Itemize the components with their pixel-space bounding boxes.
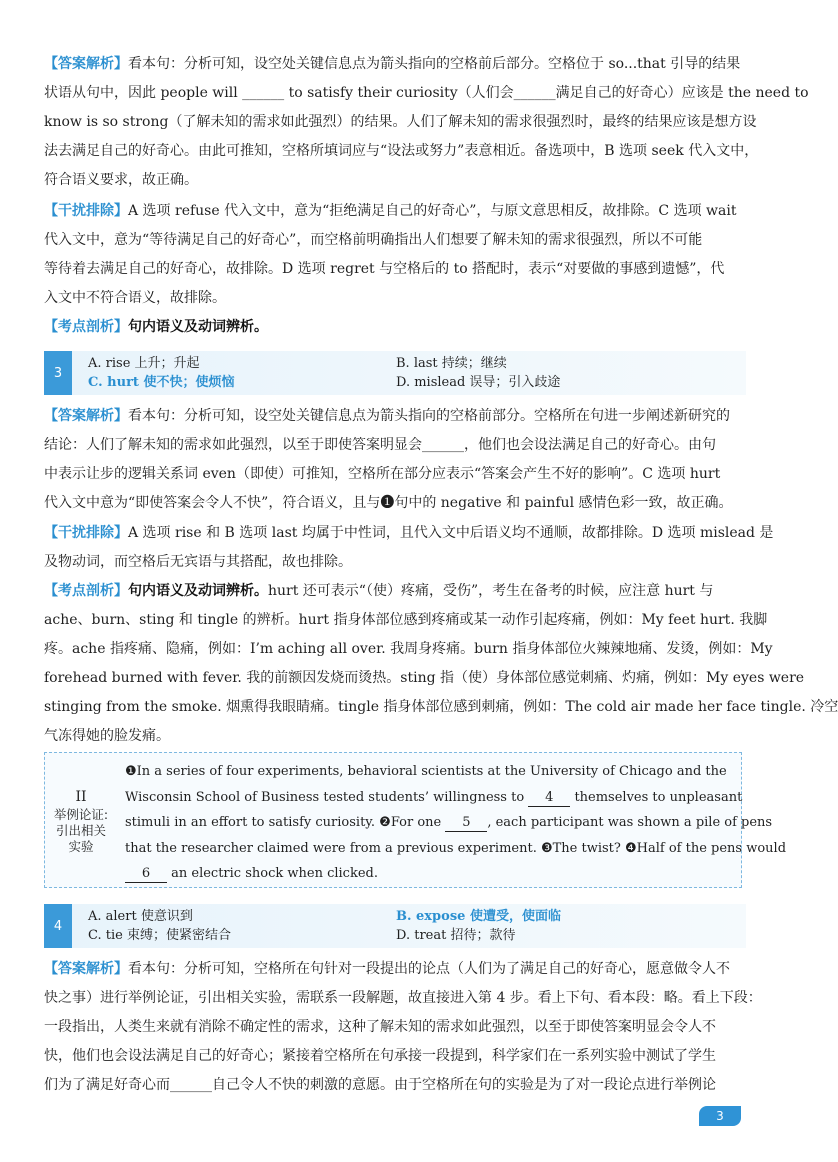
text-line: 看本句：分析可知，设空处关键信息点为箭头指向的空格前后部分。空格位于 so...that 引导的结果 [128,56,741,72]
label-line: 实验 [68,839,94,854]
text-line: 疼。ache 指疼痛、隐痛，例如：I’m aching all over. 我周身疼痛。burn 指身体部位火辣辣地痛、发烫，例如：My [44,641,773,657]
passage-segment: Wisconsin School of Business tested students’ willingness to [125,789,529,805]
text-line: 快，他们也会设法满足自己的好奇心；紧接着空格所在句承接一段提到，科学家们在一系列实验中测试了学生 [44,1048,716,1064]
passage-segment: , each participant was shown a pile of pens [487,815,773,830]
distractor-tag: 【干扰排除】 [44,203,128,219]
option-c: C. tie 束缚；使紧密结合 [88,928,231,943]
text-line: A 选项 rise 和 B 选项 last 均属于中性词，且代入文中后语义均不通顺，故都排除。D 选项 mislead 是 [128,525,774,541]
answer-analysis-q2 [44,50,809,195]
answer-analysis-q3 [44,402,756,518]
text-line: 入文中不符合语义，故排除。 [44,290,226,306]
option-a: A. alert 使意识到 [88,909,193,924]
passage-text [125,759,787,887]
option-b: B. last 持续；继续 [396,356,507,371]
option-a: A. rise 上升；升起 [88,356,200,371]
text-line: forehead burned with fever. 我的前额因发烧而烫热。sting 指（使）身体部位感觉刺痛、灼痛，例如：My eyes were [44,670,805,686]
text-line: A 选项 refuse 代入文中，意为“拒绝满足自己的好奇心”，与原文意思相反，故排除。C 选项 wait [128,203,737,219]
option-d: D. mislead 误导；引入歧途 [396,375,561,390]
text-line: 看本句：分析可知，设空处关键信息点为箭头指向的空格前部分。空格所在句进一步阐述新研究的 [128,408,730,424]
page-number: 3 [699,1106,741,1126]
section-roman-numeral: II [75,789,87,805]
blank-4: 4 [528,790,570,807]
label-line: 引出相关 [55,823,106,838]
text-line: know is so strong（了解未知的需求如此强烈）的结果。人们了解未知的需求很强烈时，最终的结果应该是想方设 [44,114,757,130]
answer-analysis-tag: 【答案解析】 [44,408,128,424]
text-line: 结论：人们了解未知的需求如此强烈，以至于即使答案明显会______，他们也会设法满足自己的好奇心。由句 [44,437,716,453]
text-line: 中表示让步的逻辑关系词 even（即使）可推知，空格所在部分应表示“答案会产生不好的影响”。C 选项 hurt [44,466,721,482]
text-line: 法去满足自己的好奇心。由此可推知，空格所填词应与“设法或努力”表意相近。备选项中，B 选项 seek 代入文中， [44,143,759,159]
answer-analysis-tag: 【答案解析】 [44,961,128,977]
key-point-text: 句内语义及动词辨析。 [128,583,268,599]
blank-6: 6 [125,866,167,883]
text-line: 气冻得她的脸发痛。 [44,728,170,744]
key-point-tag: 【考点剖析】 [44,583,128,599]
passage-line: that the researcher claimed were from a previous experiment. ❸The twist? ❹Half of the pens would [125,840,787,856]
text-line: 及物动词，而空格后无宾语与其搭配，故也排除。 [44,554,352,570]
text-line: 代入文中意为“即使答案会令人不快”，符合语义，且与❶句中的 negative 和 painful 感情色彩一致，故正确。 [44,495,733,511]
text-line: 一段指出，人类生来就有消除不确定性的需求，这种了解未知的需求如此强烈，以至于即使答案明显会令人不 [44,1019,716,1035]
text-line: 快之事）进行举例论证，引出相关实验，需联系一段解题，故直接进入第 4 步。看上下句、看本段：略。看上下段： [44,990,762,1006]
example-passage-box [44,752,787,888]
text-line: 们为了满足好奇心而______自己令人不快的刺激的意愿。由于空格所在句的实验是为了对一段论点进行举例论 [44,1077,716,1093]
example-label [53,789,109,855]
passage-segment: stimuli in an effort to satisfy curiosity. ❷For one [125,815,446,830]
distractor-analysis-q3 [44,519,774,577]
text-line: 等待着去满足自己的好奇心，故排除。D 选项 regret 与空格后的 to 搭配时，表示“对要做的事感到遗憾”，代 [44,261,725,277]
question-number: 3 [44,351,72,395]
distractor-tag: 【干扰排除】 [44,525,128,541]
text-line: 看本句：分析可知，空格所在句针对一段提出的论点（人们为了满足自己的好奇心，愿意做令人不 [128,961,730,977]
text-line: 代入文中，意为“等待满足自己的好奇心”，而空格前明确指出人们想要了解未知的需求很强烈，所以不可能 [44,232,703,248]
text-line: 符合语义要求，故正确。 [44,172,198,188]
options-box-q3 [44,351,746,395]
question-number: 4 [44,904,72,948]
key-point-tag: 【考点剖析】 [44,319,128,335]
passage-segment: an electric shock when clicked. [167,866,378,881]
distractor-analysis-q2 [44,197,756,313]
key-point-q3 [44,577,838,751]
text-line: hurt 还可表示“（使）疼痛，受伤”，考生在备考的时候，应注意 hurt 与 [268,583,714,599]
passage-line: ❶In a series of four experiments, behavioral scientists at the University of Chicago and the [125,764,727,779]
answer-analysis-q4 [44,955,762,1100]
option-c-correct: C. hurt 使不快；使烦恼 [88,375,235,390]
option-b-correct: B. expose 使遭受，使面临 [396,909,561,924]
option-d: D. treat 招待；款待 [396,928,516,943]
text-line: 状语从句中，因此 people will ______ to satisfy their curiosity（人们会______满足自己的好奇心）应该是 the need to [44,85,809,101]
text-line: ache、burn、sting 和 tingle 的辨析。hurt 指身体部位感到疼痛或某一动作引起疼痛，例如：My feet hurt. 我脚 [44,612,768,628]
passage-segment: themselves to unpleasant [570,789,743,805]
key-point-q2 [44,313,756,342]
label-line: 举例论证: [53,807,109,822]
text-line: stinging from the smoke. 烟熏得我眼睛痛。tingle 指身体部位感到刺痛，例如：The cold air made her face tingle. 冷空 [44,699,838,715]
options-box-q4 [44,904,746,948]
key-point-text: 句内语义及动词辨析。 [128,319,268,335]
answer-analysis-tag: 【答案解析】 [44,56,128,72]
blank-5: 5 [445,815,487,832]
